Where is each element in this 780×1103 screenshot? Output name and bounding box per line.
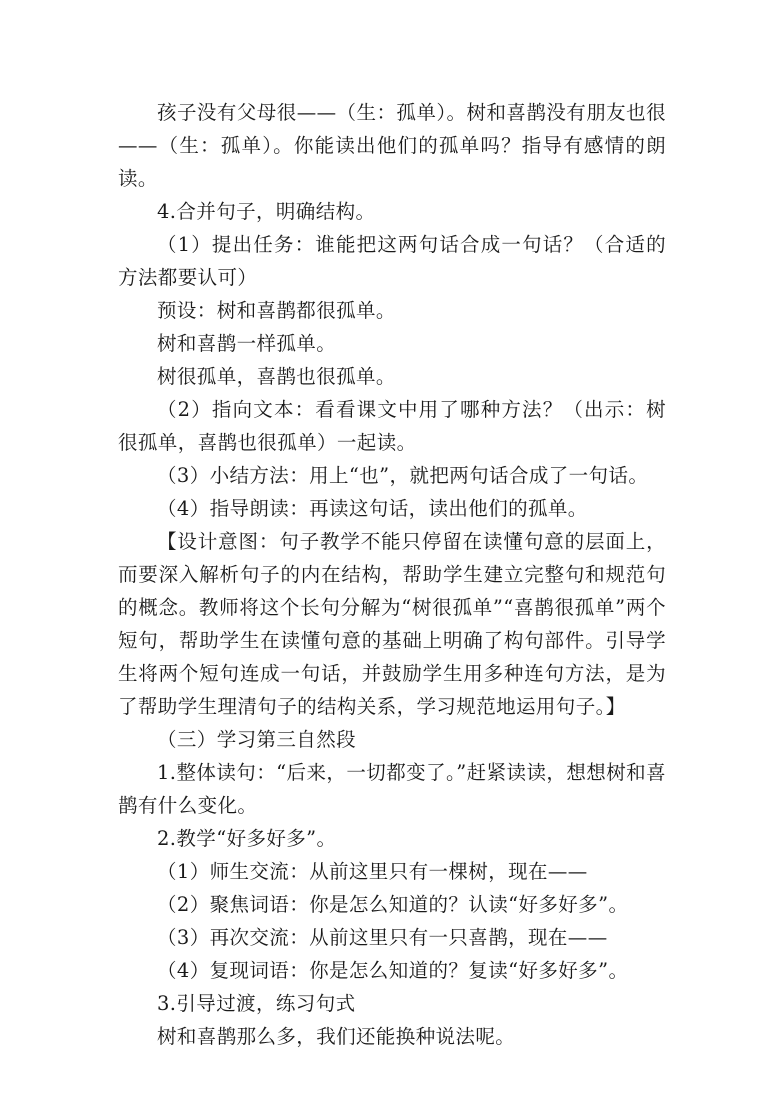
paragraph-task-3: （3）小结方法：用上“也”，就把两句话合成了一句话。 bbox=[157, 464, 649, 487]
paragraph-preset-1: 预设：树和喜鹊都很孤单。 bbox=[157, 299, 396, 322]
paragraph-preset-3: 树很孤单，喜鹊也很孤单。 bbox=[157, 365, 396, 388]
paragraph-task-1: （1）提出任务：谁能把这两句话合成一句话？（合适的方法都要认可） bbox=[118, 233, 666, 289]
paragraph-closing: 树和喜鹊那么多，我们还能换种说法呢。 bbox=[157, 1025, 516, 1048]
paragraph-exchange-1: （1）师生交流：从前这里只有一棵树，现在—— bbox=[157, 860, 588, 883]
paragraph-task-2: （2）指向文本：看看课文中用了哪种方法？（出示：树很孤单，喜鹊也很孤单）一起读。 bbox=[118, 398, 666, 454]
paragraph-loneliness-reading: 孩子没有父母很——（生：孤单）。树和喜鹊没有朋友也很——（生：孤单）。你能读出他们的孤单吗？指导有感情的朗读。 bbox=[118, 101, 666, 190]
document-body bbox=[118, 96, 666, 1053]
paragraph-step-2-heading: 2.教学“好多好多”。 bbox=[157, 827, 337, 850]
paragraph-step-3-heading: 3.引导过渡，练习句式 bbox=[157, 992, 356, 1015]
paragraph-step-4-heading: 4.合并句子，明确结构。 bbox=[157, 200, 376, 223]
paragraph-focus-words: （2）聚焦词语：你是怎么知道的？认读“好多好多”。 bbox=[157, 893, 629, 916]
paragraph-review-words: （4）复现词语：你是怎么知道的？复读“好多好多”。 bbox=[157, 959, 629, 982]
paragraph-section-3-heading: （三）学习第三自然段 bbox=[157, 728, 357, 751]
paragraph-step-1: 1.整体读句：“后来，一切都变了。”赶紧读读，想想树和喜鹊有什么变化。 bbox=[118, 761, 666, 817]
paragraph-preset-2: 树和喜鹊一样孤单。 bbox=[157, 332, 337, 355]
paragraph-exchange-2: （3）再次交流：从前这里只有一只喜鹊，现在—— bbox=[157, 926, 608, 949]
paragraph-task-4: （4）指导朗读：再读这句话，读出他们的孤单。 bbox=[157, 497, 588, 520]
paragraph-design-intent: 【设计意图：句子教学不能只停留在读懂句意的层面上，而要深入解析句子的内在结构，帮助学生建立完整句和规范句的概念。教师将这个长句分解为“树很孤单”“喜鹊很孤单”两个短句，帮助学生在读懂句意的基础上明确了构句部件。引导学生将两个短句连成一句话，并鼓励学生用多种连句方法，是为了帮助学生理清句子的结构关系，学习规范地运用句子。】 bbox=[118, 530, 666, 718]
